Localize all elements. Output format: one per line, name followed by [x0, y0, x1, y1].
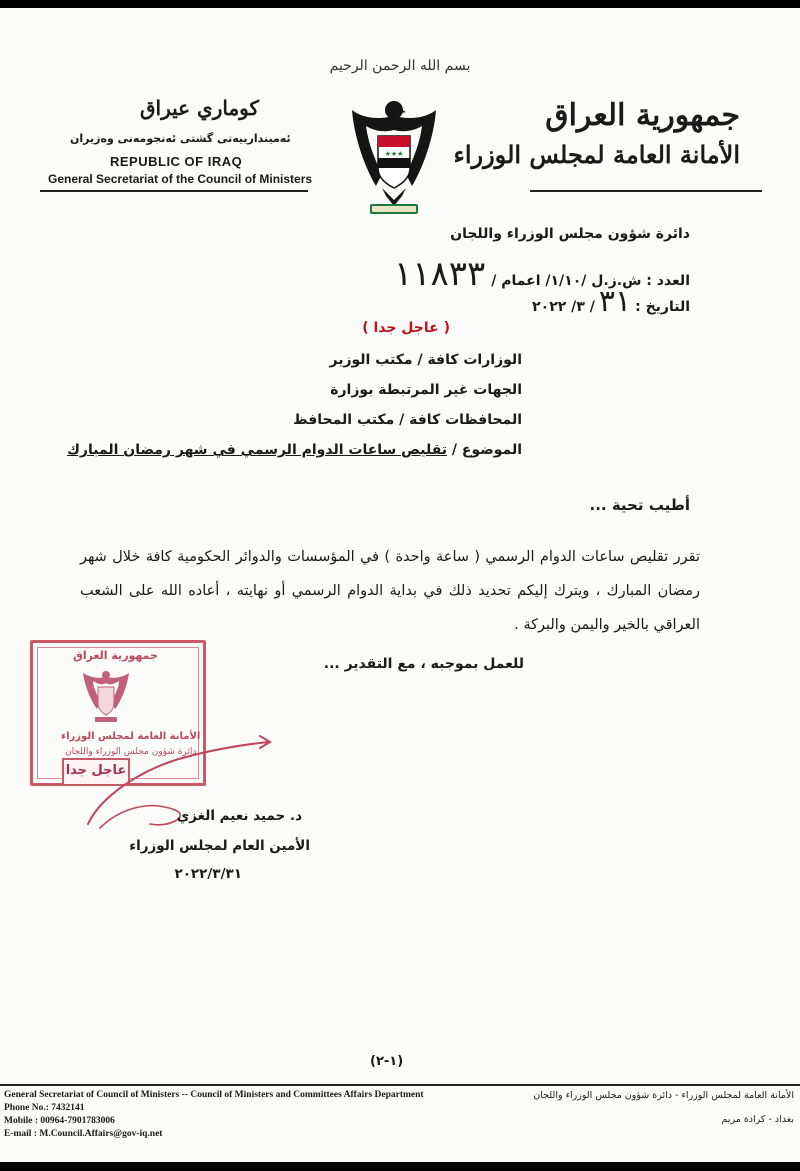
stamp-line-2: دائرة شؤون مجلس الوزراء واللجان [65, 747, 197, 757]
header-kurdish-subtitle: ئەمیندارییەتی گشتی ئەنجومەنی وەزیران [70, 132, 291, 145]
header-arabic-subtitle: الأمانة العامة لمجلس الوزراء [453, 140, 740, 169]
date-rest: / ٣/ ٢٠٢٢ [532, 299, 595, 315]
header-rule-left [40, 190, 308, 192]
stamp-line-1: الأمانة العامة لمجلس الوزراء [61, 731, 201, 742]
reference-number-label: العدد : ش.ز.ل /١/١٠/ اعمام / [491, 273, 690, 289]
subject-text: تقليص ساعات الدوام الرسمي في شهر رمضان المبارك [67, 442, 448, 458]
footer-arabic-line-1: الأمانة العامة لمجلس الوزراء - دائرة شؤون مجلس الوزراء واللجان [533, 1090, 794, 1101]
date-day: ٣١ [598, 284, 632, 319]
greeting: أطيب تحية ... [589, 496, 690, 514]
stamp-urgent-box: عاجل جدا [62, 758, 130, 786]
closing-line: للعمل بموجبه ، مع التقدير ... [323, 656, 524, 672]
footer-phone: Phone No.: 7432141 [4, 1103, 85, 1113]
subject-line [67, 442, 522, 458]
page-number: (١-٢) [370, 1054, 404, 1069]
eagle-emblem-icon [348, 96, 440, 220]
footer-email: E-mail : M.Council.Affairs@gov-iq.net [4, 1129, 163, 1139]
urgent-label: ( عاجل جدا ) [362, 320, 450, 336]
addressee-3: المحافظات كافة / مكتب المحافظ [293, 412, 522, 428]
footer-arabic-line-2: بغداد - كرادة مريم [721, 1114, 794, 1125]
addressee-2: الجهات غير المرتبطة بوزارة [330, 382, 522, 398]
footer-english-line-1: General Secretariat of Council of Ministers -- Council of Ministers and Committees Affairs Department [4, 1090, 424, 1100]
header-rule-right [530, 190, 762, 192]
signatory-title: الأمين العام لمجلس الوزراء [129, 838, 310, 854]
svg-text:★★★: ★★★ [384, 150, 404, 158]
document-page [0, 8, 800, 1162]
signatory-name: د. حميد نعيم الغزي [176, 808, 302, 824]
reference-number-value: ١١٨٣٣ [393, 254, 486, 294]
footer-rule [0, 1084, 800, 1086]
department-name: دائرة شؤون مجلس الوزراء واللجان [450, 226, 690, 242]
stamp-eagle-icon [81, 669, 131, 725]
addressee-1: الوزارات كافة / مكتب الوزير [329, 352, 522, 368]
subject-label: الموضوع / [451, 442, 522, 458]
stamp-top-text: جمهورية العراق [73, 649, 158, 662]
header-english-title: REPUBLIC OF IRAQ [110, 154, 243, 169]
reference-date [532, 284, 690, 319]
date-label: التاريخ : [635, 299, 690, 315]
signatory-date: ٢٠٢٢/٣/٣١ [174, 866, 242, 882]
header-english-subtitle: General Secretariat of the Council of Ministers [48, 172, 313, 186]
footer-mobile: Mobile : 00964-7901783006 [4, 1116, 115, 1126]
letter-body: تقرر تقليص ساعات الدوام الرسمي ( ساعة واحدة ) في المؤسسات والدوائر الحكومية كافة خلال شهر رمضان المبارك ، ويترك إليكم تحديد ذلك في بداية الدوام الرسمي أو نهايته ، أعاده الله على الشعب العراقي بالخير واليمن والبركة . [80, 549, 700, 633]
header-kurdish-title: كوماري عيراق [140, 96, 260, 120]
basmala: بسم الله الرحمن الرحيم [329, 58, 471, 74]
header-arabic-title: جمهورية العراق [545, 98, 740, 133]
